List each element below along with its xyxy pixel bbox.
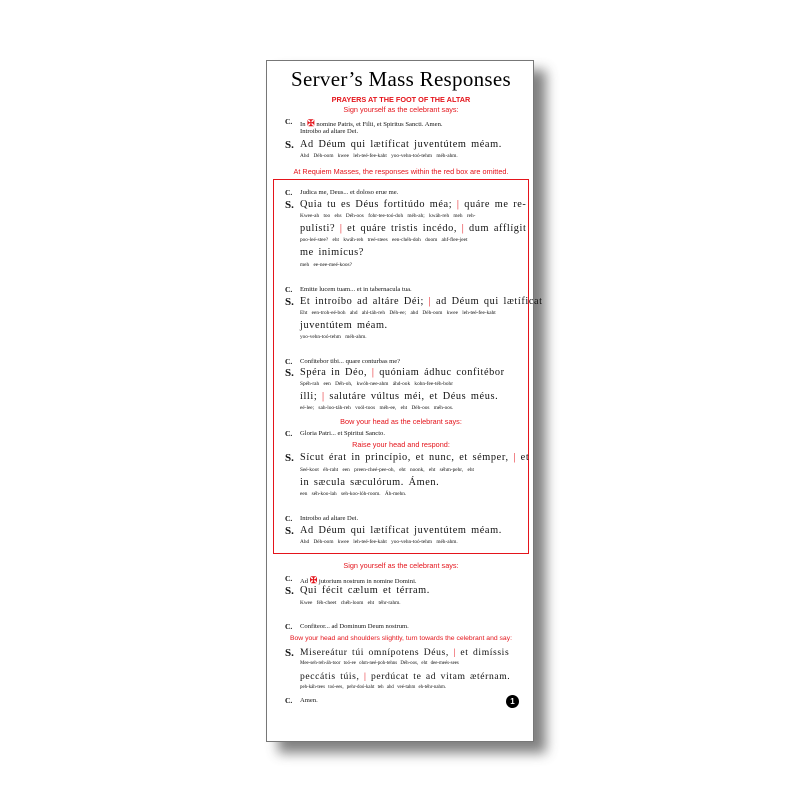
celebrant-label: C.: [285, 574, 293, 583]
celebrant-line: Gloria Patri... et Spiritui Sancto.: [300, 430, 385, 437]
server-response: me inimícus?: [300, 247, 364, 258]
section-heading: PRAYERS AT THE FOOT OF THE ALTAR: [331, 95, 471, 104]
pause-bar: |: [513, 452, 516, 463]
server-label: S.: [285, 367, 294, 379]
celebrant-text-pre: Ad: [300, 578, 309, 585]
server-response: Ad Déum qui lætíficat juventútem méam.: [300, 525, 502, 536]
server-label: S.: [285, 139, 294, 151]
celebrant-label: C.: [285, 285, 293, 294]
server-response: juventútem méam.: [300, 320, 388, 331]
response-segment: et quáre tristis incédo,: [347, 223, 457, 234]
pause-bar: |: [322, 391, 325, 402]
red-cross-icon: ✠: [307, 118, 315, 128]
pronunciation: Ahd Déh-oom kwee leh-teé-fee-kaht yoo-vehn-toó-tehm méh-ahm.: [300, 153, 458, 159]
pause-bar: |: [339, 223, 343, 234]
celebrant-label: C.: [285, 429, 293, 438]
response-segment: et: [520, 452, 530, 463]
server-label: S.: [285, 525, 294, 537]
server-response: [300, 671, 510, 682]
server-label: S.: [285, 296, 294, 308]
server-label: S.: [285, 452, 294, 464]
response-segment: Misereátur túi omnípotens Déus,: [300, 647, 449, 658]
response-segment: ílli;: [300, 391, 318, 402]
server-label: S.: [285, 647, 294, 659]
celebrant-text-post: jutorium nostrum in nomine Domini.: [318, 578, 417, 585]
celebrant-line: Confitebor tibi... quare conturbas me?: [300, 358, 401, 365]
celebrant-label: C.: [285, 188, 293, 197]
celebrant-line: Introibo ad altare Dei.: [300, 515, 359, 522]
response-segment: peccátis túis,: [300, 671, 360, 682]
response-segment: salutáre vúltus méi, et Déus méus.: [329, 391, 499, 402]
pause-bar: |: [456, 199, 460, 210]
pronunciation: Spéh-rah een Déh-oh, kwóh-nee-ahm áhd-ook kohn-fee-téh-bohr: [300, 381, 453, 387]
server-response: Qui fécit cælum et térram.: [300, 585, 430, 596]
response-segment: Sícut érat in princípio, et nunc, et sémper,: [300, 452, 509, 463]
pronunciation: yoo-vehn-toó-tehm méh-ahm.: [300, 334, 367, 340]
celebrant-label: C.: [285, 622, 293, 631]
rubric-bow-2: Bow your head and shoulders slightly, turn towards the celebrant and say:: [289, 635, 513, 642]
celebrant-text-pre: In: [300, 121, 306, 128]
pronunciation: Mee-seh-reh-áh-toor toó-ee ohm-neé-poh-tehns Déh-oos, eht dee-meés-sees: [300, 661, 459, 666]
celebrant-label: C.: [285, 514, 293, 523]
server-response: Ad Déum qui lætíficat juventútem méam.: [300, 139, 502, 150]
pronunciation: meh ee-nee-meé-koos?: [300, 262, 352, 268]
pause-bar: |: [428, 296, 432, 307]
response-segment: perdúcat te ad vitam ætérnam.: [370, 671, 511, 682]
server-label: S.: [285, 585, 294, 597]
pronunciation: Kwee féh-cheet chéh-loom eht téhr-rahm.: [300, 600, 401, 606]
celebrant-line: Confiteor... ad Dominum Deum nostrum.: [300, 623, 409, 630]
response-segment: pulísti?: [300, 223, 336, 234]
celebrant-line: Emitte lucem tuam... et in tabernacula tua.: [300, 286, 412, 293]
rubric-bow: Bow your head as the celebrant says:: [340, 417, 462, 426]
response-segment: quáre me re-: [464, 199, 527, 210]
response-segment: Quia tu es Déus fortitúdo méa;: [300, 199, 453, 210]
celebrant-label: C.: [285, 357, 293, 366]
page-title: Server’s Mass Responses: [291, 67, 511, 91]
pause-bar: |: [363, 671, 367, 682]
pronunciation: een séh-koo-lah seh-koo-lóh-room. Áh-mehn.: [300, 491, 407, 497]
pronunciation: eé-lee; sah-loo-táh-reh voól-toos méh-ee, eht Déh-oos méh-oos.: [300, 405, 454, 411]
server-response: [300, 647, 509, 658]
server-response: in sæcula sæculórum. Ámen.: [300, 477, 440, 488]
rubric-requiem: At Requiem Masses, the responses within the red box are omitted.: [293, 167, 509, 176]
response-segment: ad Déum qui lætíficat: [436, 296, 543, 307]
server-response: [300, 223, 526, 234]
page-number-badge: 1: [506, 695, 519, 708]
celebrant-text-post: nomine Patris, et Filii, et Spiritus Sancti. Amen.: [316, 121, 443, 128]
rubric-sign-2: Sign yourself as the celebrant says:: [343, 561, 459, 570]
server-response: [300, 367, 505, 378]
pronunciation: Ahd Déh-oom kwee leh-teé-fee-kaht yoo-vehn-toó-tehm méh-ahm.: [300, 539, 458, 545]
rubric-raise: Raise your head and respond:: [352, 440, 450, 449]
celebrant-label: C.: [285, 696, 293, 705]
pronunciation: poo-leé-stee? eht kwáh-reh treé-stees een-chéh-doh doom ahf-flee-jeet: [300, 237, 468, 243]
red-cross-icon: ✠: [309, 575, 318, 585]
server-response: [300, 452, 529, 463]
celebrant-line: Judica me, Deus... et doloso erue me.: [300, 189, 399, 196]
pronunciation: Seé-koot éh-raht een preen-cheé-pee-oh, eht noonk, eht séhm-pehr, eht: [300, 467, 474, 473]
celebrant-label: C.: [285, 117, 293, 126]
rubric-sign: Sign yourself as the celebrant says:: [343, 105, 459, 114]
server-label: S.: [285, 199, 294, 211]
response-segment: Et introíbo ad altáre Déi;: [300, 296, 424, 307]
mass-responses-card: [266, 60, 543, 742]
server-response: [300, 391, 498, 402]
pronunciation: Eht een-troh-eé-boh ahd ahl-táh-reh Déh-ee; ahd Déh-oom kwee leh-teé-fee-kaht: [300, 310, 496, 316]
server-response: [300, 199, 526, 210]
response-segment: Spéra in Déo,: [300, 367, 368, 378]
celebrant-line-2: Introibo ad altare Dei.: [300, 128, 359, 135]
response-segment: quóniam ádhuc confitébor: [379, 367, 505, 378]
pause-bar: |: [371, 367, 375, 378]
server-response: [300, 296, 543, 307]
pronunciation: peh-káh-tees toó-ees, pehr-doó-kaht teh ahd veé-tahm eh-téhr-nahm.: [300, 685, 446, 690]
response-segment: dum afflígit: [469, 223, 527, 234]
celebrant-line: Amen.: [300, 697, 318, 704]
pause-bar: |: [461, 223, 465, 234]
pause-bar: |: [453, 647, 456, 658]
pronunciation: Kwee-ah too ehs Déh-oos fohr-tee-toó-doh méh-ah; kwáh-reh meh reh-: [300, 213, 476, 219]
response-segment: et dimíssis: [460, 647, 510, 658]
